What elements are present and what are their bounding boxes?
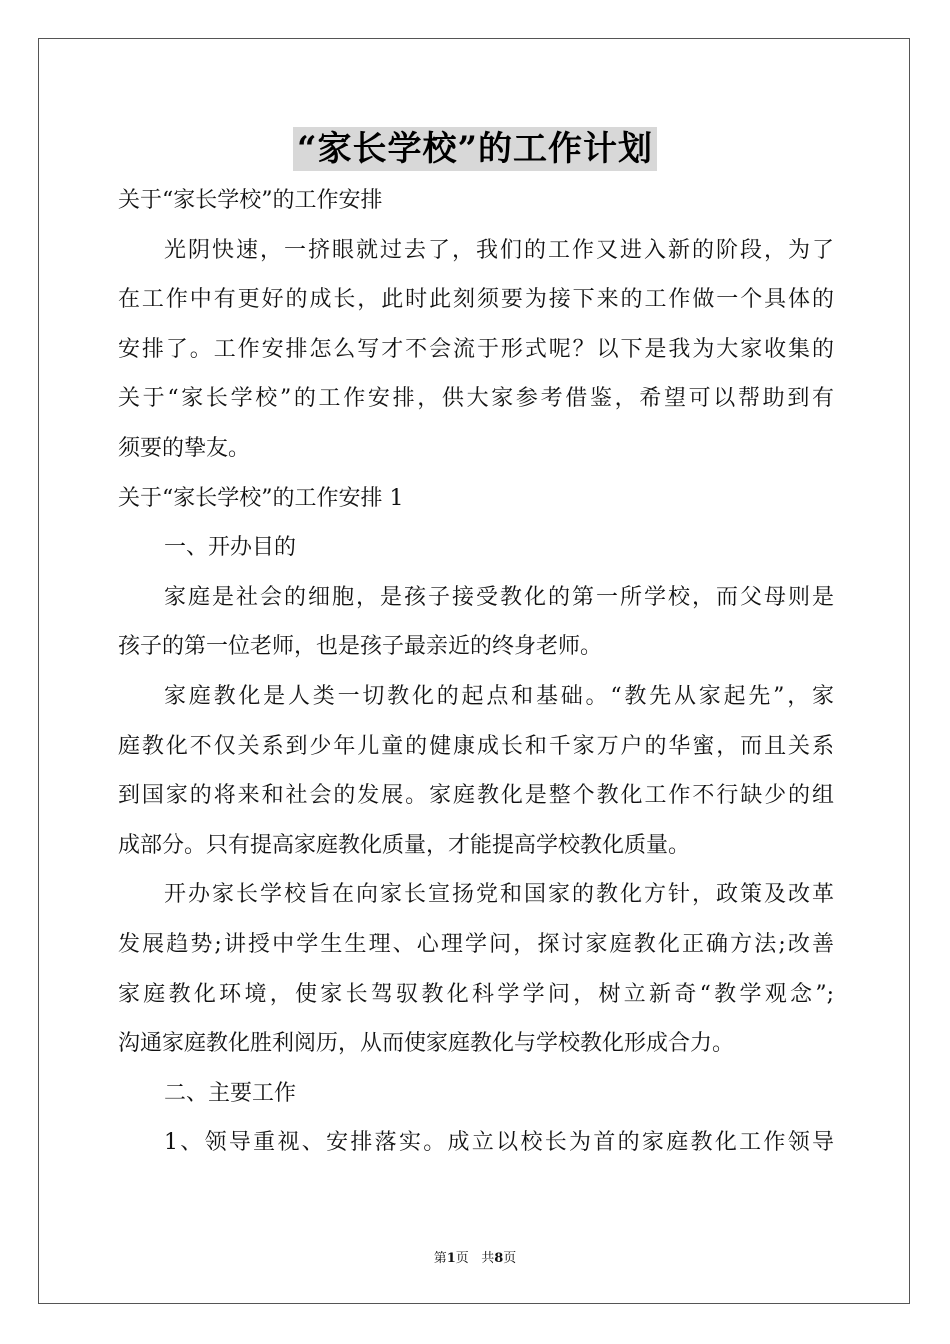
total-pages: 8	[494, 1251, 504, 1266]
text-line: 家庭教化环境，使家长驾驭教化科学学问，树立新奇“教学观念”;	[118, 981, 834, 1007]
document-body	[118, 176, 834, 1168]
page-prefix: 第	[433, 1251, 447, 1266]
text-line: 家庭教化是人类一切教化的起点和基础。“教先从家起先”，家	[164, 683, 834, 709]
text-line: 开办家长学校旨在向家长宣扬党和国家的教化方针，政策及改革	[164, 882, 834, 908]
text-line: 安排了。工作安排怎么写才不会流于形式呢？以下是我为大家收集的	[118, 336, 834, 362]
page-number: 1	[446, 1251, 456, 1266]
text-line: 孩子的第一位老师，也是孩子最亲近的终身老师。	[118, 634, 603, 660]
text-line: 1、领导重视、安排落实。成立以校长为首的家庭教化工作领导	[164, 1130, 834, 1156]
text-line: 光阴快速，一挤眼就过去了，我们的工作又进入新的阶段，为了	[164, 237, 834, 263]
page-suffix: 页	[455, 1251, 469, 1266]
text-line: 须要的挚友。	[118, 435, 251, 461]
text-line: 家庭是社会的细胞，是孩子接受教化的第一所学校，而父母则是	[164, 584, 834, 610]
text-line: 二、主要工作	[164, 1080, 297, 1106]
text-line: 关于“家长学校”的工作安排 1	[118, 485, 404, 511]
text-line: 发展趋势;讲授中学生生理、心理学问，探讨家庭教化正确方法;改善	[118, 931, 834, 957]
text-line: 一、开办目的	[164, 535, 297, 561]
page-footer	[0, 1247, 950, 1266]
text-line: 沟通家庭教化胜利阅历，从而使家庭教化与学校教化形成合力。	[118, 1031, 735, 1057]
text-line: 到国家的将来和社会的发展。家庭教化是整个教化工作不行缺少的组	[118, 783, 834, 809]
text-line: 在工作中有更好的成长，此时此刻须要为接下来的工作做一个具体的	[118, 287, 834, 313]
text-line: 关于“家长学校”的工作安排	[118, 188, 383, 213]
total-prefix: 共	[481, 1251, 495, 1266]
document-title: “家长学校”的工作计划	[293, 127, 657, 171]
text-line: 关于“家长学校”的工作安排，供大家参考借鉴，希望可以帮助到有	[118, 386, 834, 412]
text-line: 成部分。只有提高家庭教化质量，才能提高学校教化质量。	[118, 832, 691, 858]
title-container	[0, 127, 950, 171]
total-suffix: 页	[503, 1251, 517, 1266]
text-line: 庭教化不仅关系到少年儿童的健康成长和千家万户的华蜜，而且关系	[118, 733, 834, 759]
